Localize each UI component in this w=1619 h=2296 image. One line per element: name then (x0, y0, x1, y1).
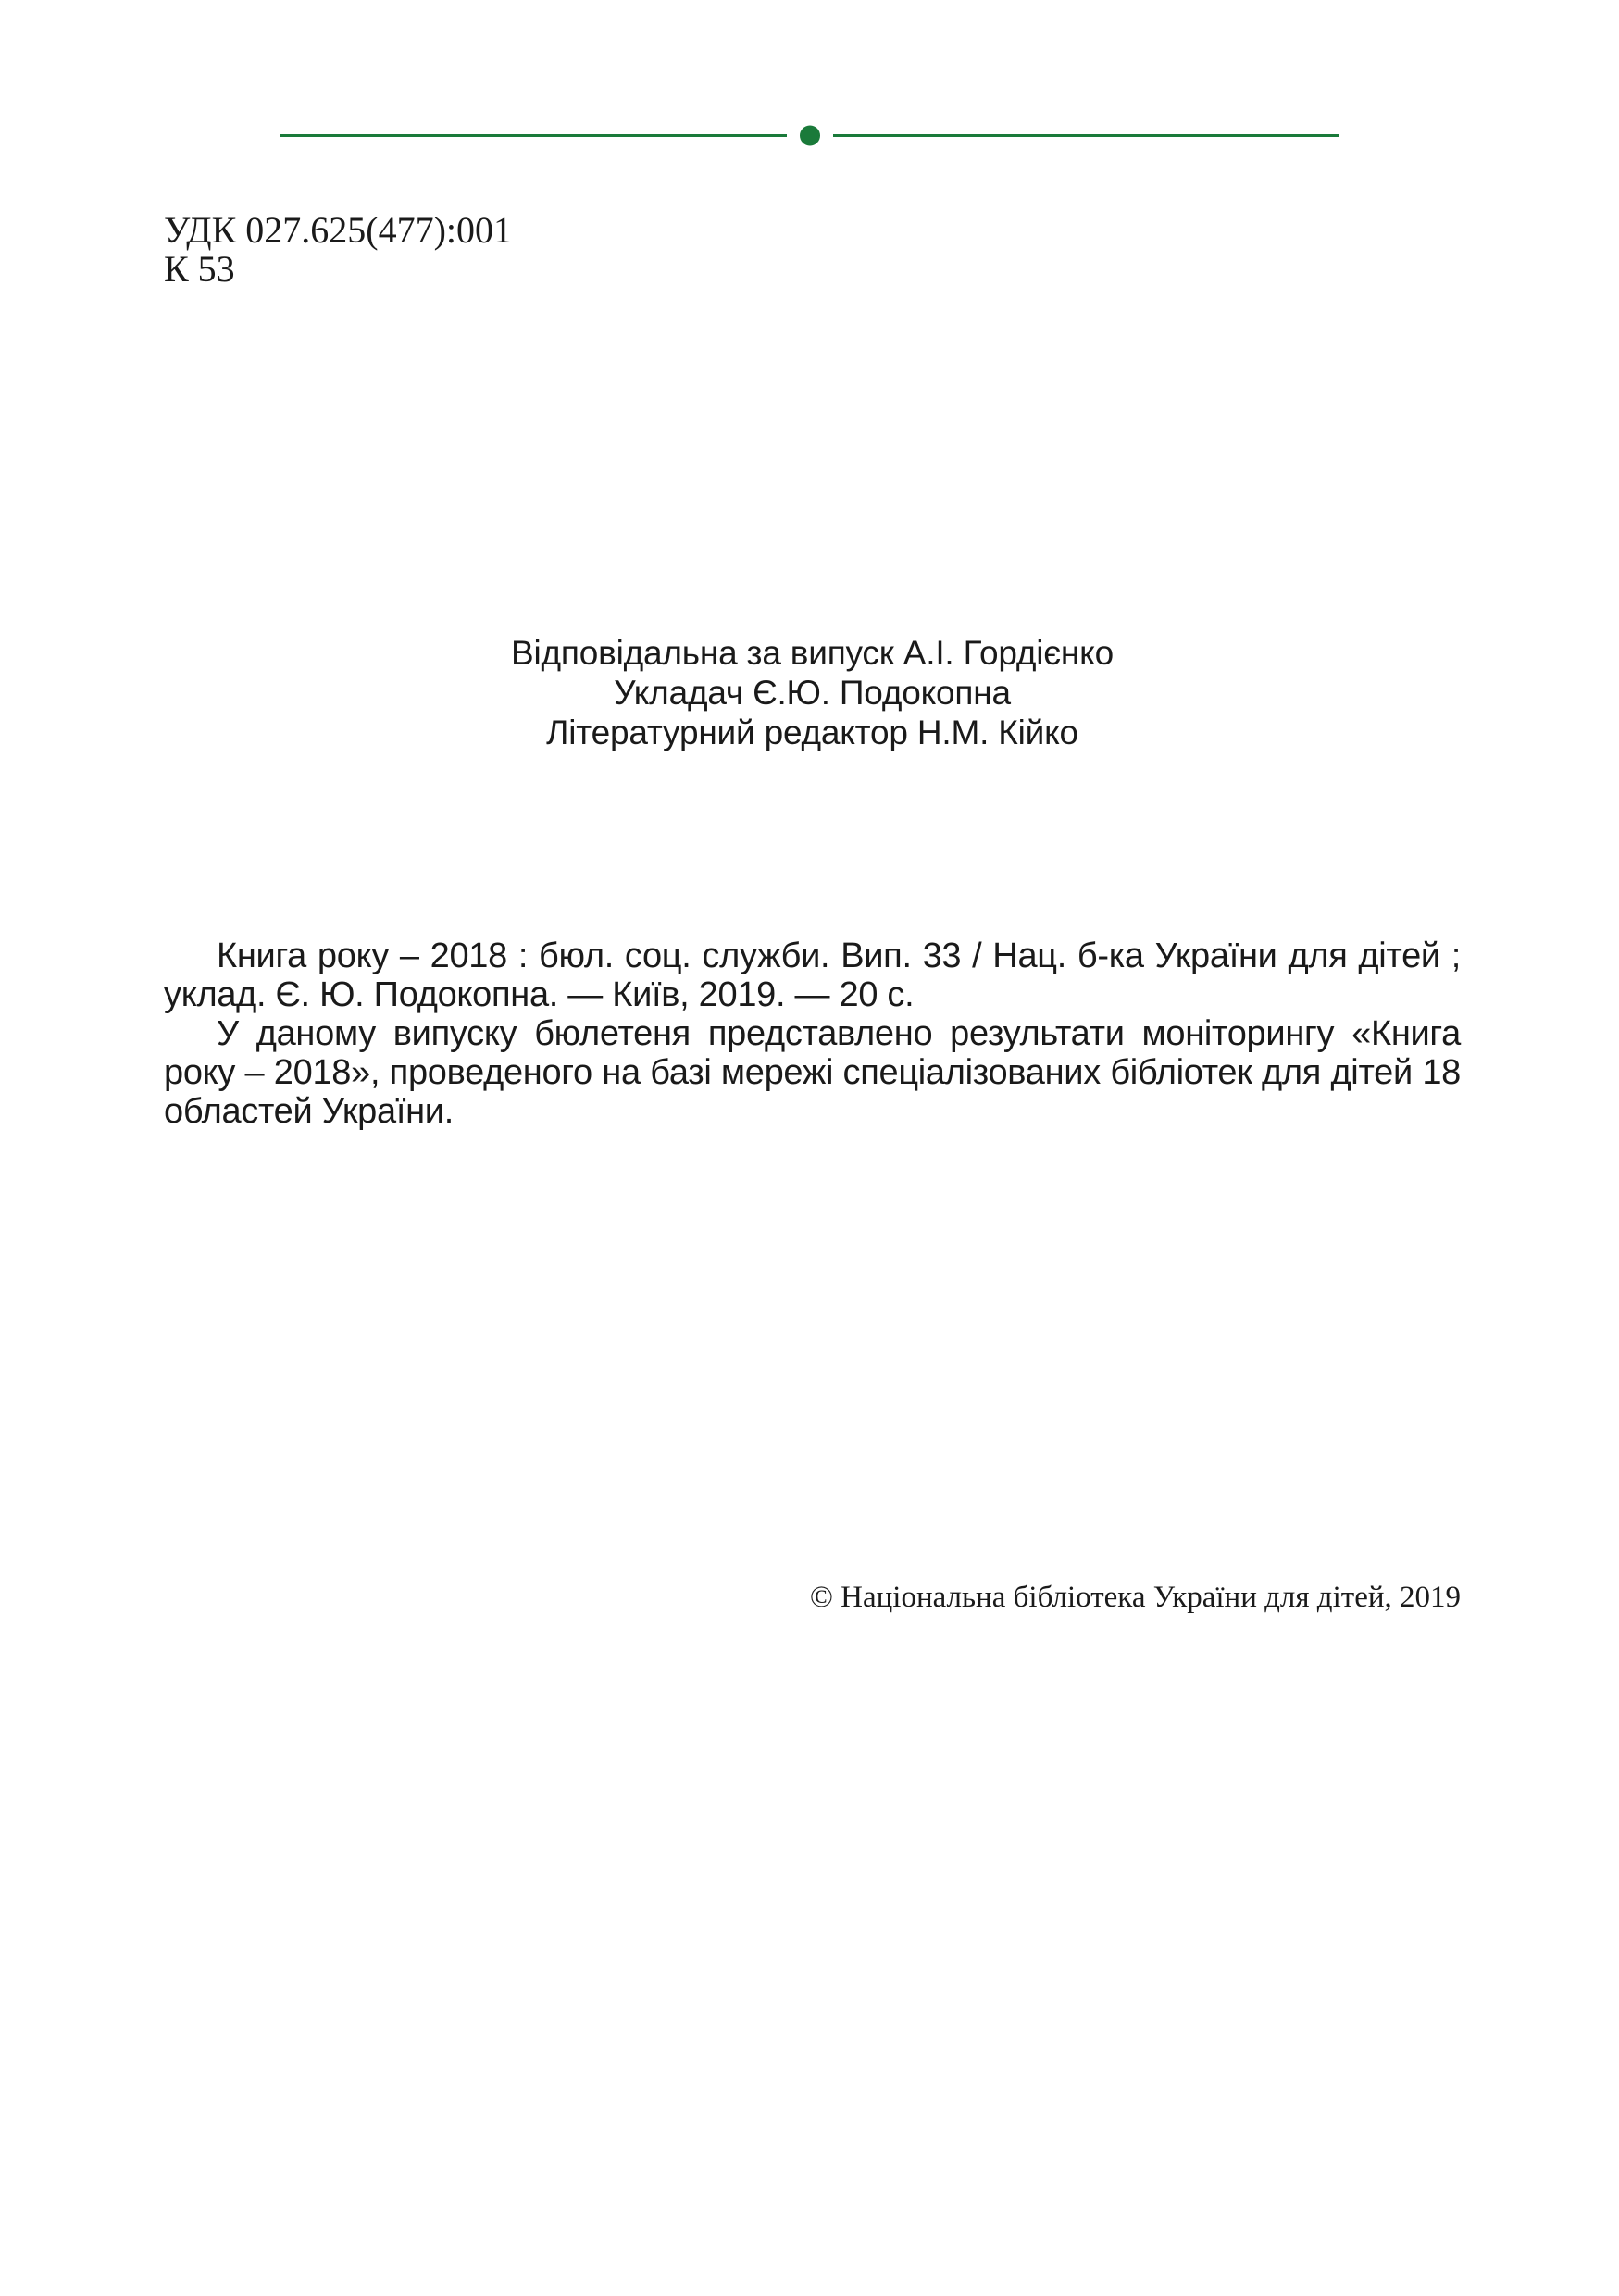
credits-block (164, 633, 1461, 752)
author-mark: К 53 (164, 248, 235, 290)
annotation: У даному випуску бюлетеня представлено результати моніторингу «Книга року – 2018», проведеного на базі мережі спеціалізованих бібліотек для дітей 18 областей України. (164, 1014, 1461, 1131)
bibliographic-citation: Книга року – 2018 : бюл. соц. служби. Вип. 33 / Нац. б-ка України для дітей ; уклад. Є. Ю. Подокопна. — Київ, 2019. — 20 с. (164, 937, 1461, 1014)
udc-code: УДК 027.625(477):001 (164, 209, 512, 251)
literary-editor: Літературний редактор Н.М. Кійко (546, 714, 1078, 751)
responsible-person: Відповідальна за випуск А.І. Гордієнко (511, 634, 1114, 672)
abstract-block (164, 937, 1461, 1131)
copyright-notice: © Національна бібліотека України для дітей, 2019 (809, 1581, 1461, 1614)
header-ornament (0, 0, 1619, 185)
udc-block (164, 211, 512, 289)
ornament-dot (800, 126, 820, 146)
compiler: Укладач Є.Ю. Подокопна (614, 674, 1011, 712)
